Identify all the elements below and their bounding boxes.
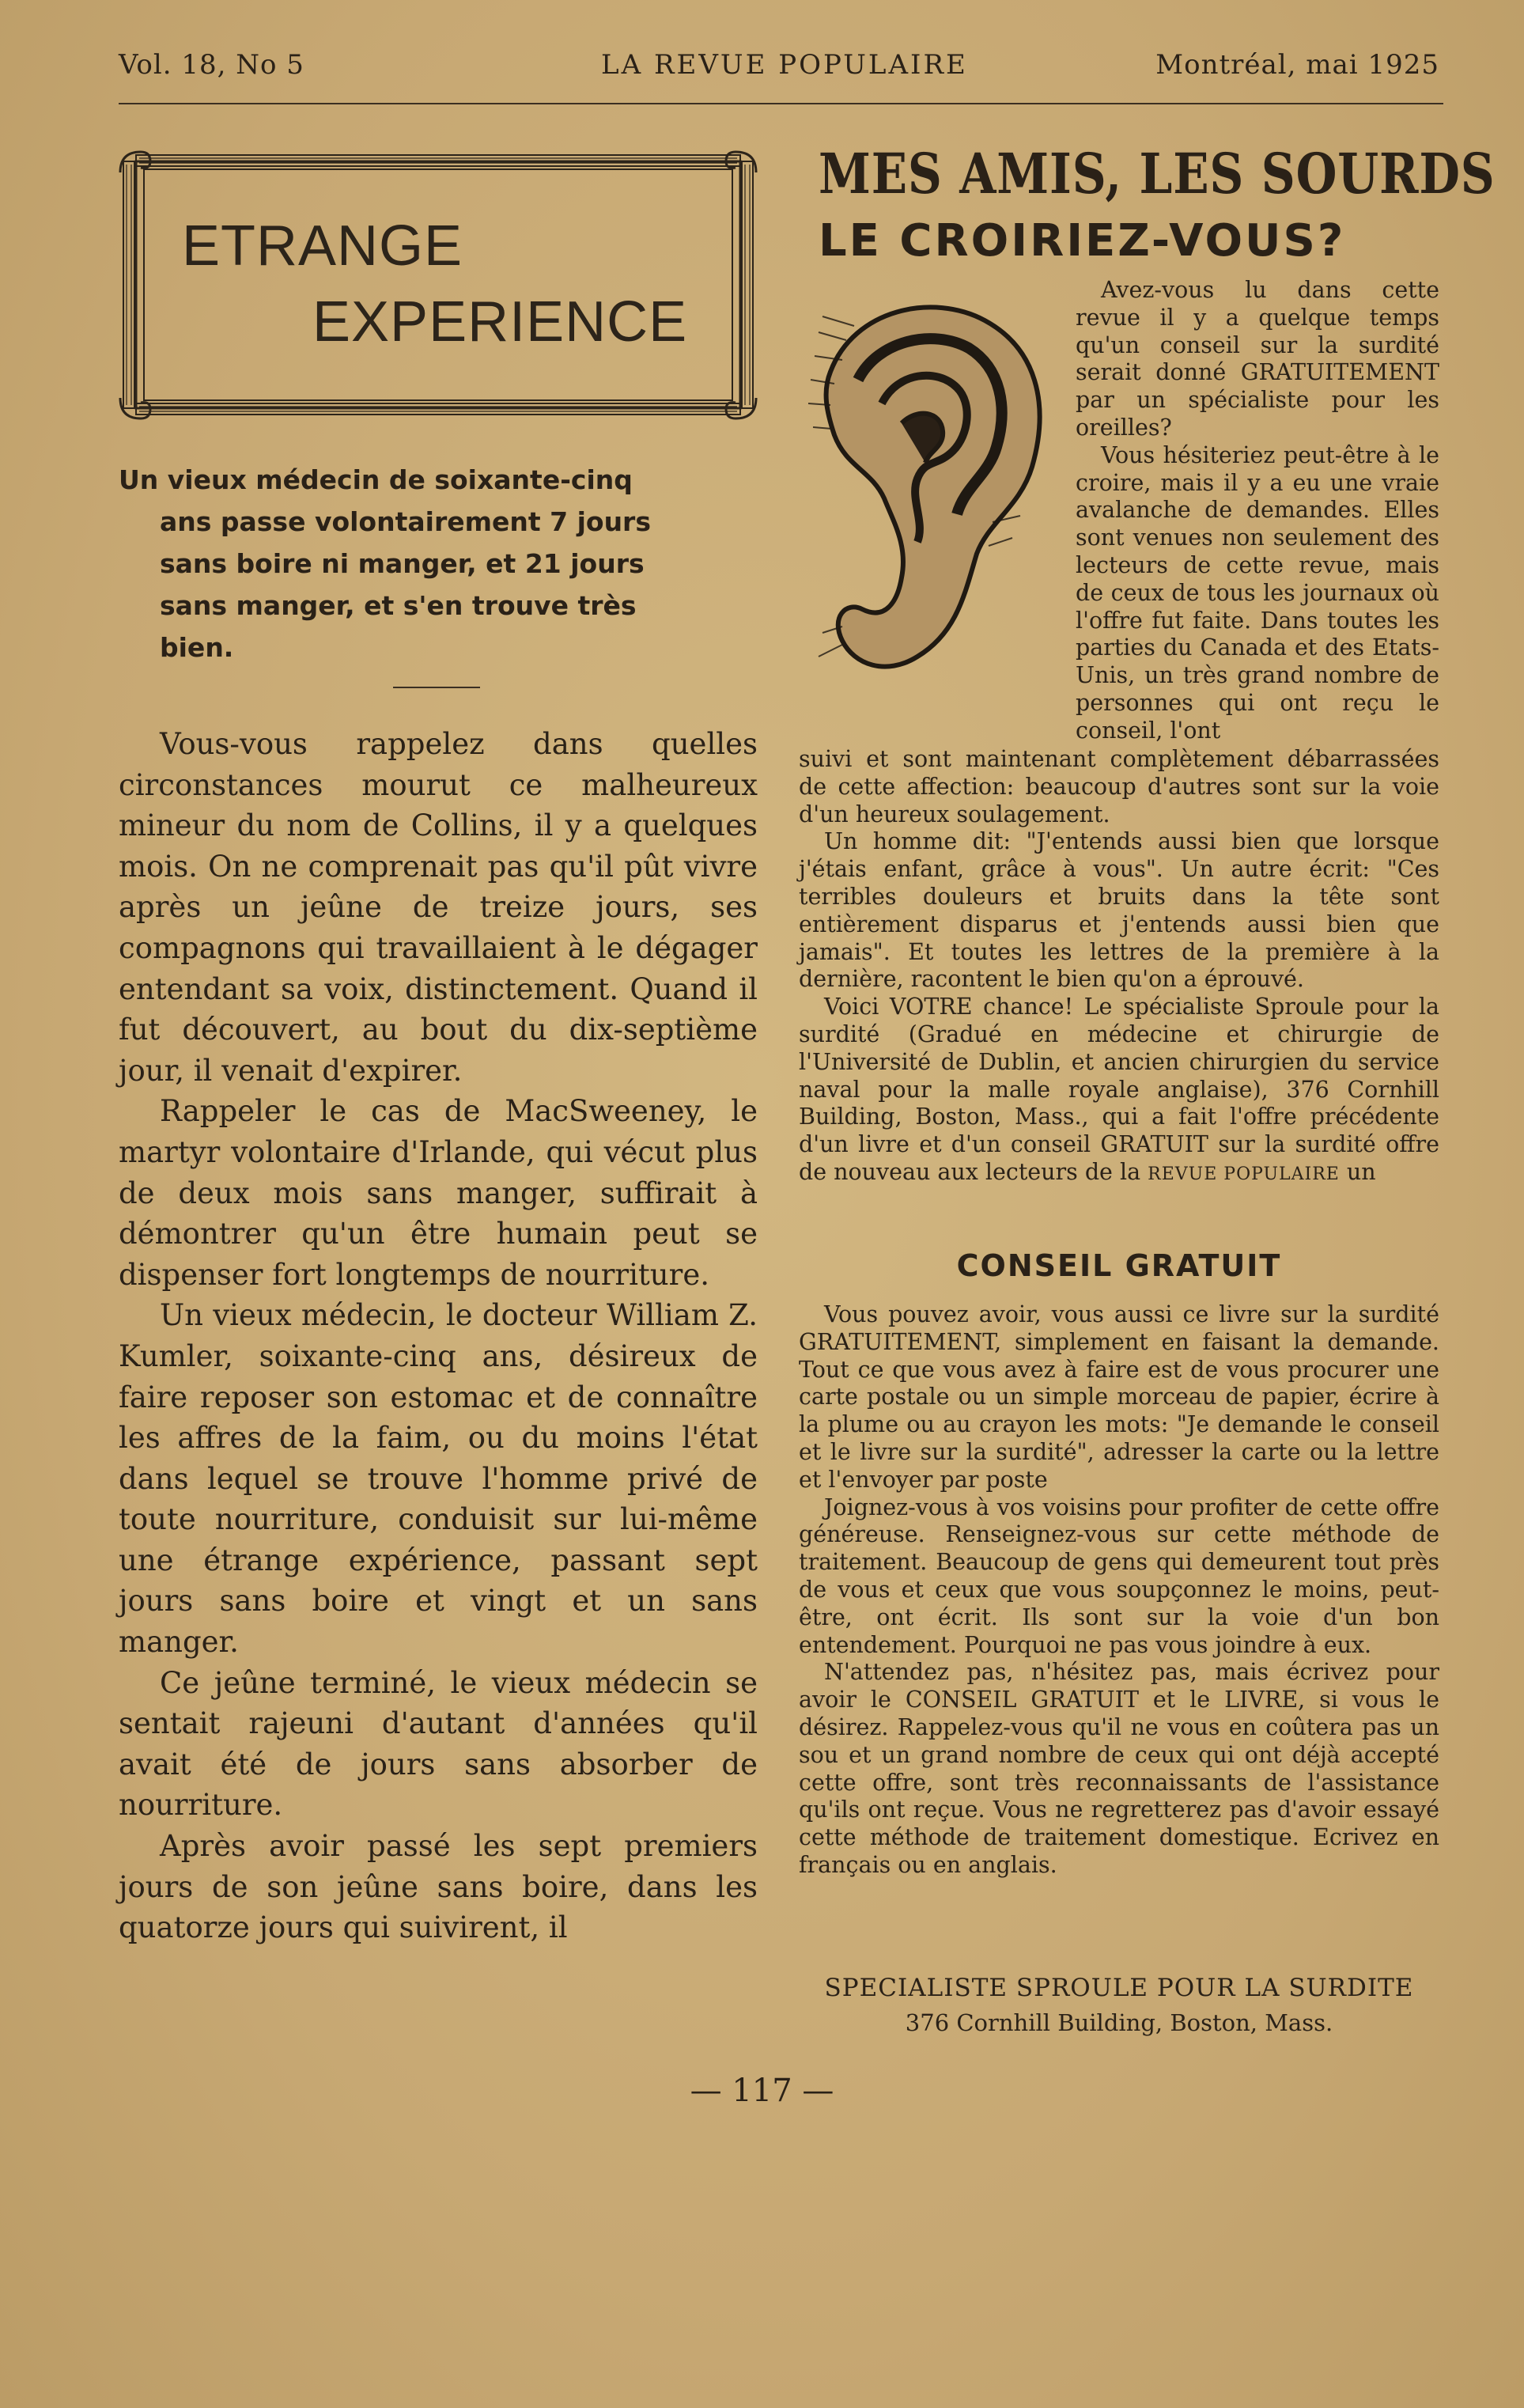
body-paragraph: Après avoir passé les sept premiers jours de son jeûne sans boire, dans les quatorze jours qui suivirent, il bbox=[119, 1829, 758, 1945]
body-paragraph: Rappeler le cas de MacSweeney, le martyr volontaire d'Irlande, qui vécut plus de deux mois sans manger, suffirait à démontrer qu'un être humain peut se dispenser fort longtemps de nourriture. bbox=[119, 1094, 758, 1292]
lede-line: bien. bbox=[160, 632, 234, 663]
ad-paragraph bbox=[799, 994, 1439, 1189]
ear-icon bbox=[799, 285, 1052, 700]
ad-paragraph: Avez-vous lu dans cette revue il y a quelque temps qu'un conseil sur la surdité serait donné GRATUITEMENT par un spécialiste pour les oreilles? bbox=[1076, 277, 1439, 441]
volume-label: Vol. 18, No 5 bbox=[119, 49, 304, 81]
ad-intro bbox=[1076, 277, 1439, 745]
page-number: — 117 — bbox=[690, 2073, 834, 2109]
article-title-line2: EXPERIENCE bbox=[312, 290, 688, 354]
body-paragraph: Vous-vous rappelez dans quelles circonstances mourut ce malheureux mineur du nom de Collins, il y a quelques mois. On ne comprenait pas qu'il pût vivre après un jeûne de treize jours, ses compagnons qui travaillaient à le dégager entendant sa voix, distinctement. Quand il fut découvert, au bout du dix-septième jour, il venait d'expirer. bbox=[119, 727, 758, 1088]
article-title-box bbox=[119, 149, 758, 422]
ad-headline: MES AMIS, LES SOURDS bbox=[819, 141, 1496, 206]
ad-offer bbox=[799, 1301, 1439, 1880]
conseil-heading: CONSEIL GRATUIT bbox=[956, 1248, 1282, 1283]
body-paragraph: Un vieux médecin, le docteur William Z. Kumler, soixante-cinq ans, désireux de faire reposer son estomac et de connaître les affres de la faim, ou du moins l'état dans lequel se trouve l'homme privé de toute nourriture, conduisit sur lui-même une étrange expérience, passant sept jours sans boire et vingt et un sans manger. bbox=[119, 1298, 758, 1660]
advertiser-name: SPECIALISTE SPROULE POUR LA SURDITE bbox=[824, 1974, 1414, 2002]
section-divider bbox=[393, 687, 480, 688]
ornamental-frame-icon bbox=[119, 149, 758, 422]
ad-paragraph: Vous hésiteriez peut-être à le croire, mais il y a eu une vraie avalanche de demandes. Elles sont venues non seulement des lecteurs de cette revue, mais de ceux de tous les journaux où l'offre fut faite. Dans toutes les parties du Canada et des Etats-Unis, un très grand nombre de personnes qui ont reçu le conseil, l'ont bbox=[1076, 441, 1439, 744]
ad-paragraph: N'attendez pas, n'hésitez pas, mais écrivez pour avoir le CONSEIL GRATUIT et le LIVRE, si vous le désirez. Rappelez-vous qu'il ne vous en coûtera pas un sou et un grand nombre de ceux qui ont déjà accepté cette offre, sont très reconnaissants de l'assistance qu'ils ont reçue. Vous ne regretterez pas d'avoir essayé cette méthode de traitement domestique. Ecrivez en français ou en anglais. bbox=[799, 1659, 1439, 1878]
advertiser-address: 376 Cornhill Building, Boston, Mass. bbox=[905, 2009, 1333, 2036]
body-paragraph: Ce jeûne terminé, le vieux médecin se sentait rajeuni d'autant d'années qu'il avait été de jours sans absorber de nourriture. bbox=[119, 1665, 758, 1823]
ad-paragraph-text: Voici VOTRE chance! Le spécialiste Sproule pour la surdité (Gradué en médecine et chirurgie de l'Université de Dublin, et ancien chirurgien du service naval pour la malle royale anglaise), 376 Cornhill Building, Boston, Mass., qui a fait l'offre précédente d'un livre et d'un conseil GRATUIT sur la surdité offre de nouveau aux lecteurs de la bbox=[799, 994, 1439, 1185]
lede-line: Un vieux médecin de soixante-cinq bbox=[119, 464, 633, 495]
article-body bbox=[119, 724, 758, 1948]
article-lede bbox=[119, 459, 758, 668]
ad-subheadline: LE CROIRIEZ-VOUS? bbox=[819, 215, 1346, 267]
ad-paragraph: Vous pouvez avoir, vous aussi ce livre sur la surdité GRATUITEMENT, simplement en faisant la demande. Tout ce que vous avez à faire est de vous procurer une carte postale ou un simple morceau de papier, écrire à la plume ou au crayon les mots: "Je demande le conseil et le livre sur la surdité", adresser la carte ou la lettre et l'envoyer par poste bbox=[799, 1301, 1439, 1493]
header-rule bbox=[119, 103, 1443, 104]
revue-name: REVUE POPULAIRE bbox=[1148, 1164, 1340, 1184]
lede-line: ans passe volontairement 7 jours bbox=[160, 506, 651, 537]
lede-line: sans boire ni manger, et 21 jours bbox=[160, 548, 645, 579]
revue-tail: un bbox=[1339, 1158, 1376, 1185]
ad-paragraph: suivi et sont maintenant complètement débarrassées de cette affection: beaucoup d'autres sont sur la voie d'un heureux soulagement. bbox=[799, 746, 1439, 827]
article-title-line1: ETRANGE bbox=[182, 214, 463, 278]
lede-line: sans manger, et s'en trouve très bbox=[160, 590, 637, 621]
ad-paragraph: Joignez-vous à vos voisins pour profiter de cette offre généreuse. Renseignez-vous sur cette méthode de traitement. Beaucoup de gens qui demeurent tout près de vous et ceux que vous soupçonnez le moins, peut-être, ont écrit. Ils sont sur la voie d'un bon entendement. Pourquoi ne pas vous joindre à eux. bbox=[799, 1494, 1439, 1658]
magazine-title: LA REVUE POPULAIRE bbox=[601, 49, 968, 81]
running-header bbox=[119, 49, 1439, 97]
issue-date: Montréal, mai 1925 bbox=[1155, 49, 1439, 81]
ad-paragraph: Un homme dit: "J'entends aussi bien que lorsque j'étais enfant, grâce à vous". Un autre écrit: "Ces terribles douleurs et bruits dans la tête sont entièrement disparus et j'entends aussi bien que jamais". Et toutes les lettres de la première à la dernière, racontent le bien qu'on a éprouvé. bbox=[799, 828, 1439, 993]
ad-body bbox=[799, 746, 1439, 1189]
